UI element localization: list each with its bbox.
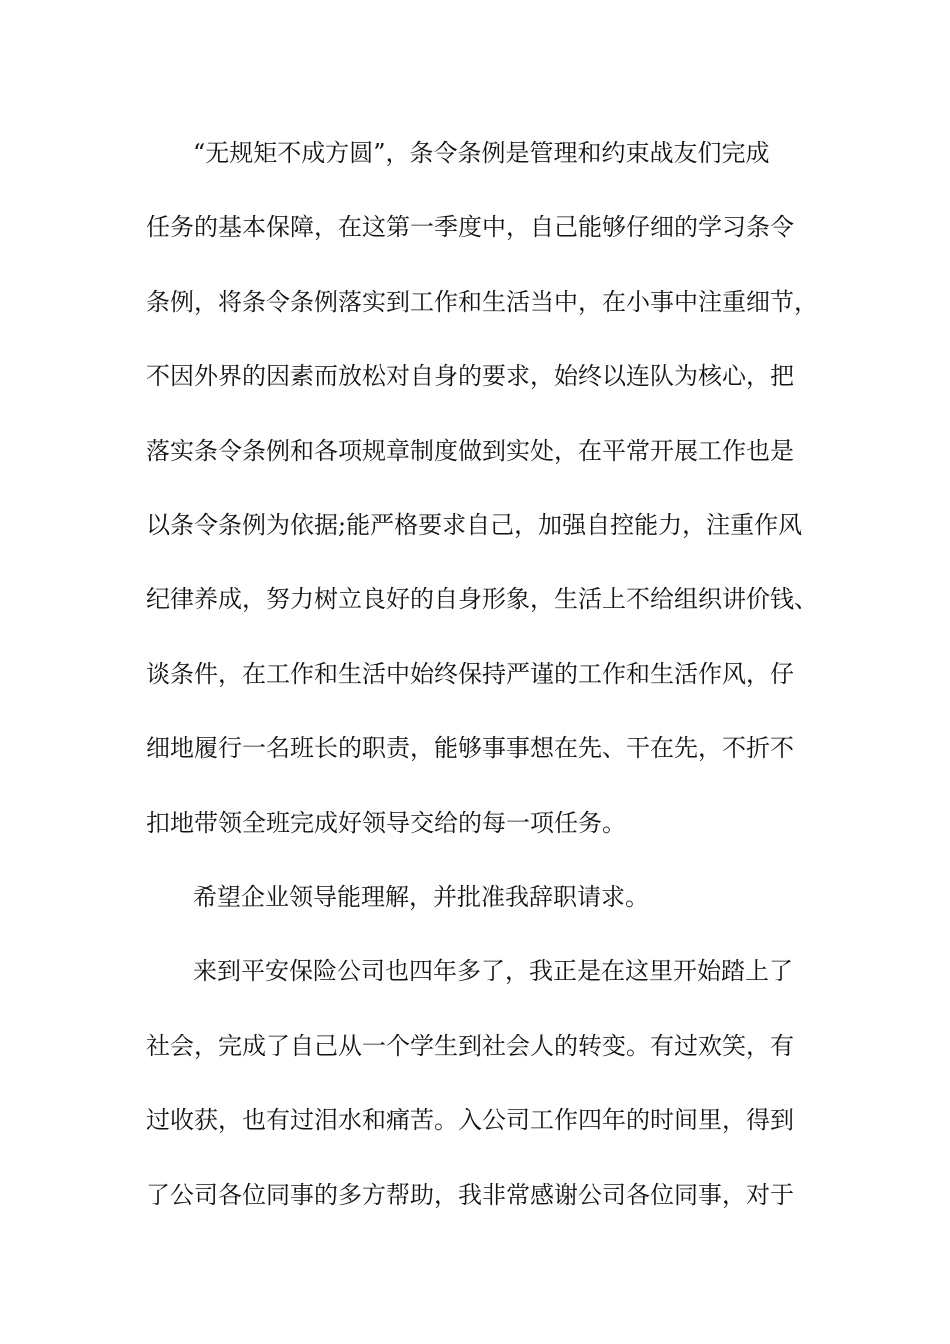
- paragraph-1-line-8: 谈条件，在工作和生活中始终保持严谨的工作和生活作风，仔: [146, 660, 794, 688]
- paragraph-1-line-10: 扣地带领全班完成好领导交给的每一项任务。: [146, 809, 626, 837]
- paragraph-2-line-1: 希望企业领导能理解，并批准我辞职请求。: [193, 883, 649, 911]
- paragraph-1-line-9: 细地履行一名班长的职责，能够事事想在先、干在先，不折不: [146, 734, 794, 762]
- paragraph-1-line-3: 条例，将条令条例落实到工作和生活当中，在小事中注重细节，: [146, 288, 818, 316]
- paragraph-3-line-3: 过收获，也有过泪水和痛苦。入公司工作四年的时间里，得到: [146, 1106, 794, 1134]
- paragraph-1-line-4: 不因外界的因素而放松对自身的要求，始终以连队为核心，把: [146, 362, 794, 390]
- paragraph-3-line-2: 社会，完成了自己从一个学生到社会人的转变。有过欢笑，有: [146, 1032, 794, 1060]
- paragraph-1-line-7: 纪律养成，努力树立良好的自身形象，生活上不给组织讲价钱、: [146, 585, 818, 613]
- paragraph-1-line-5: 落实条令条例和各项规章制度做到实处，在平常开展工作也是: [146, 437, 794, 465]
- paragraph-3-line-4: 了公司各位同事的多方帮助，我非常感谢公司各位同事，对于: [146, 1181, 794, 1209]
- paragraph-3-line-1: 来到平安保险公司也四年多了，我正是在这里开始踏上了: [193, 957, 793, 985]
- paragraph-1-line-1: “无规矩不成方圆”，条令条例是管理和约束战友们完成: [193, 139, 770, 167]
- paragraph-1-line-6: 以条令条例为依据;能严格要求自己，加强自控能力，注重作风: [146, 511, 803, 539]
- paragraph-1-line-2: 任务的基本保障，在这第一季度中，自己能够仔细的学习条令: [146, 213, 794, 241]
